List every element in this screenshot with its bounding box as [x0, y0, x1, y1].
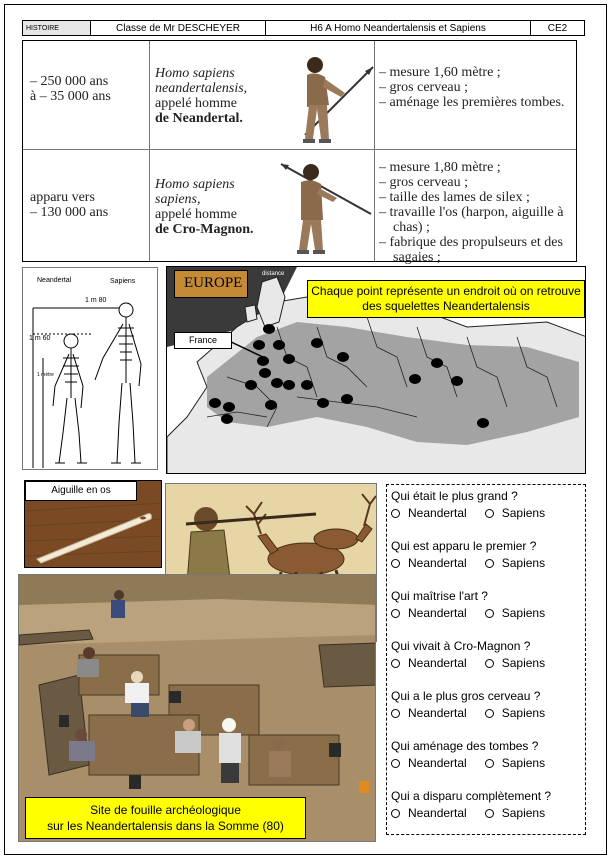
- site-dot: [273, 340, 285, 350]
- features-list: – mesure 1,60 mètre ; – gros cerveau ; – aménage les premières tombes.: [379, 65, 564, 110]
- distance-label: distance: [262, 271, 285, 277]
- site-dot: [223, 402, 235, 412]
- answer-label: Neandertal: [408, 556, 467, 570]
- site-dot: [263, 324, 275, 334]
- skeleton-label-sapiens: Sapiens: [110, 278, 136, 285]
- topic-cell: H6 A Homo Neandertalensis et Sapiens: [266, 21, 531, 35]
- answer-neandertal[interactable]: [391, 805, 467, 821]
- site-dot: [221, 414, 233, 424]
- quiz-answers: [391, 655, 581, 671]
- answer-label: Neandertal: [408, 706, 467, 720]
- site-dot: [431, 358, 443, 368]
- site-dot: [311, 338, 323, 348]
- radio-circle-icon[interactable]: [391, 609, 400, 618]
- species-name: Homo sapiens neandertalensis, appelé homme de Neandertal.: [155, 66, 248, 126]
- answer-sapiens[interactable]: [485, 505, 545, 521]
- level-cell: CE2: [547, 22, 568, 34]
- site-dot: [253, 340, 265, 350]
- date-text: – 250 000 ans à – 35 000 ans: [30, 74, 111, 104]
- radio-circle-icon[interactable]: [485, 759, 494, 768]
- answer-neandertal[interactable]: [391, 755, 467, 771]
- quiz-answers: [391, 555, 581, 571]
- quiz-question: Qui a disparu complètement ?: [391, 789, 552, 803]
- worksheet-header: [22, 20, 585, 36]
- europe-map: [166, 266, 586, 474]
- features-list: – mesure 1,80 mètre ; – gros cerveau ; – taille des lames de silex ; – travaille l'os (harpon, aiguille à chas) ; – fabrique des propulseurs et des sagaies ; –: [379, 160, 577, 280]
- site-dot: [451, 376, 463, 386]
- answer-sapiens[interactable]: [485, 805, 545, 821]
- answer-label: Sapiens: [501, 656, 546, 670]
- height-label-sapiens: 1 m 80: [85, 297, 107, 304]
- quiz-question: Qui vivait à Cro-Magnon ?: [391, 639, 531, 653]
- radio-circle-icon[interactable]: [485, 509, 494, 518]
- answer-sapiens[interactable]: [485, 755, 545, 771]
- answer-label: Sapiens: [501, 756, 546, 770]
- quiz-question: Qui était le plus grand ?: [391, 489, 518, 503]
- radio-circle-icon[interactable]: [485, 559, 494, 568]
- quiz-question: Qui aménage des tombes ?: [391, 739, 539, 753]
- quiz-answers: [391, 705, 581, 721]
- answer-neandertal[interactable]: [391, 605, 467, 621]
- site-dot: [259, 368, 271, 378]
- scale-label: 1 mètre: [37, 372, 54, 378]
- site-dot: [301, 380, 313, 390]
- answer-sapiens[interactable]: [485, 605, 545, 621]
- site-dot: [271, 378, 283, 388]
- map-title: EUROPE: [174, 270, 248, 298]
- table-row-neandertal: [23, 41, 576, 150]
- quiz-answers: [391, 805, 581, 821]
- neandertal-figure: [285, 47, 375, 147]
- quiz-box: [386, 484, 586, 835]
- radio-circle-icon[interactable]: [485, 809, 494, 818]
- subject-cell: HISTOIRE: [23, 21, 91, 35]
- site-dot: [245, 380, 257, 390]
- answer-label: Sapiens: [501, 506, 546, 520]
- site-dot: [317, 398, 329, 408]
- table-row-cro-magnon: [23, 150, 576, 265]
- species-table: [22, 40, 577, 265]
- answer-label: Sapiens: [501, 606, 546, 620]
- france-label: France: [174, 332, 232, 349]
- name-cell: [150, 41, 375, 149]
- answer-label: Neandertal: [408, 806, 467, 820]
- answer-neandertal[interactable]: [391, 555, 467, 571]
- answer-sapiens[interactable]: [485, 655, 545, 671]
- answer-label: Sapiens: [501, 556, 546, 570]
- answer-neandertal[interactable]: [391, 505, 467, 521]
- answer-label: Sapiens: [501, 806, 546, 820]
- quiz-answers: [391, 505, 581, 521]
- species-name: Homo sapiens sapiens, appelé homme de Cro-Magnon.: [155, 177, 254, 237]
- radio-circle-icon[interactable]: [391, 509, 400, 518]
- radio-circle-icon[interactable]: [391, 709, 400, 718]
- site-dot: [257, 356, 269, 366]
- site-dot: [341, 394, 353, 404]
- map-note: Chaque point représente un endroit où on retrouve des squelettes Neandertalensis: [307, 280, 585, 318]
- answer-label: Neandertal: [408, 506, 467, 520]
- date-text: apparu vers – 130 000 ans: [30, 190, 109, 220]
- quiz-question: Qui est apparu le premier ?: [391, 539, 537, 553]
- cro-magnon-figure: [275, 154, 373, 258]
- site-dot: [265, 400, 277, 410]
- answer-sapiens[interactable]: [485, 555, 545, 571]
- date-cell: [23, 41, 150, 149]
- dig-caption: Site de fouille archéologique sur les Neandertalensis dans la Somme (80): [25, 797, 306, 839]
- site-dot: [283, 380, 295, 390]
- radio-circle-icon[interactable]: [391, 759, 400, 768]
- answer-neandertal[interactable]: [391, 655, 467, 671]
- quiz-list: [391, 488, 581, 821]
- radio-circle-icon[interactable]: [391, 659, 400, 668]
- radio-circle-icon[interactable]: [485, 609, 494, 618]
- site-dot: [209, 398, 221, 408]
- features-cell: [375, 41, 577, 149]
- quiz-question: Qui a le plus gros cerveau ?: [391, 689, 541, 703]
- skeleton-comparison: [22, 267, 158, 470]
- height-label-neandertal: 1 m 60: [29, 335, 51, 342]
- answer-neandertal[interactable]: [391, 705, 467, 721]
- dig-site-photo: [18, 574, 376, 842]
- answer-label: Neandertal: [408, 756, 467, 770]
- skeleton-drawing: [23, 268, 159, 471]
- date-cell: [23, 150, 150, 261]
- quiz-question: Qui maîtrise l'art ?: [391, 589, 488, 603]
- answer-label: Neandertal: [408, 656, 467, 670]
- site-dot: [283, 354, 295, 364]
- name-cell: [150, 150, 375, 261]
- class-cell: Classe de Mr DESCHEYER: [91, 21, 266, 35]
- site-dot: [409, 374, 421, 384]
- site-dot: [477, 418, 489, 428]
- radio-circle-icon[interactable]: [391, 809, 400, 818]
- answer-sapiens[interactable]: [485, 705, 545, 721]
- radio-circle-icon[interactable]: [485, 709, 494, 718]
- radio-circle-icon[interactable]: [485, 659, 494, 668]
- quiz-answers: [391, 605, 581, 621]
- needle-label: Aiguille en os: [25, 481, 137, 501]
- skeleton-label-neandertal: Neandertal: [37, 277, 72, 284]
- site-dot: [337, 352, 349, 362]
- needle-photo: [24, 480, 162, 568]
- answer-label: Neandertal: [408, 606, 467, 620]
- features-cell: [375, 150, 577, 265]
- quiz-answers: [391, 755, 581, 771]
- answer-label: Sapiens: [501, 706, 546, 720]
- radio-circle-icon[interactable]: [391, 559, 400, 568]
